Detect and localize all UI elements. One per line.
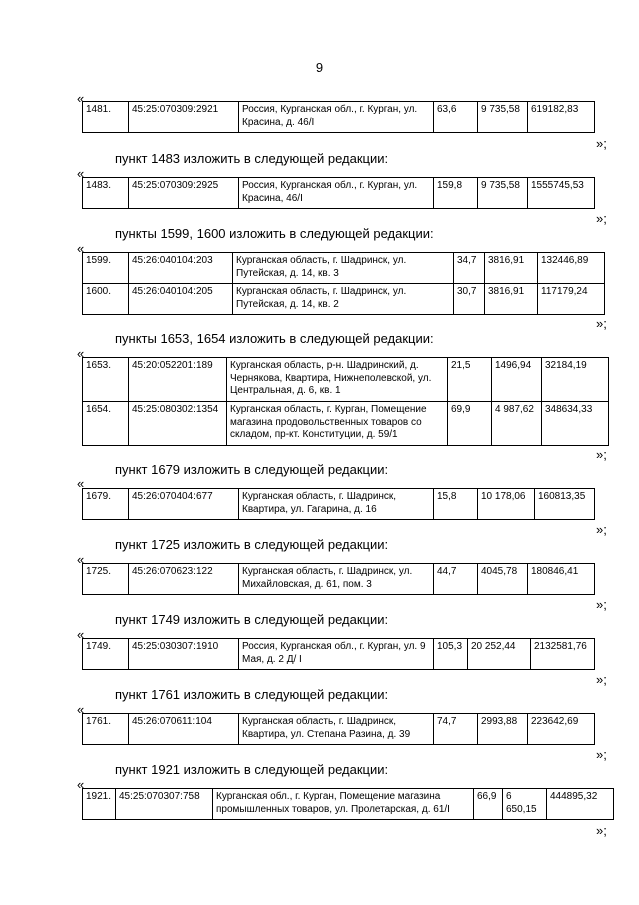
registry-table — [82, 638, 595, 670]
area-cell: 15,8 — [434, 489, 478, 520]
cadastral-value-cell: 180846,41 — [528, 564, 595, 595]
item-number-cell: 1654. — [83, 402, 129, 446]
amendment-instruction: пункт 1921 изложить в следующей редакции: — [115, 762, 389, 777]
item-number-cell: 1483. — [83, 178, 129, 209]
amendment-instruction: пункт 1679 изложить в следующей редакции: — [115, 462, 389, 477]
closing-quote: »; — [596, 747, 607, 762]
amendment-instruction: пункт 1725 изложить в следующей редакции: — [115, 537, 389, 552]
opening-quote: « — [77, 627, 85, 642]
registry-table — [82, 713, 595, 745]
closing-quote: »; — [596, 597, 607, 612]
amendment-instruction: пункты 1653, 1654 изложить в следующей редакции: — [115, 331, 434, 346]
registry-table — [82, 252, 605, 315]
table-row — [83, 253, 605, 284]
cadastral-value-cell: 348634,33 — [542, 402, 609, 446]
closing-quote: »; — [596, 316, 607, 331]
rate-cell: 20 252,44 — [468, 639, 531, 670]
cadastral-number-cell: 45:25:070309:2921 — [129, 102, 239, 133]
area-cell: 44,7 — [434, 564, 478, 595]
closing-quote: »; — [596, 211, 607, 226]
cadastral-value-cell: 444895,32 — [547, 789, 614, 820]
rate-cell: 4 987,62 — [492, 402, 542, 446]
item-number-cell: 1725. — [83, 564, 129, 595]
rate-cell: 3816,91 — [485, 284, 538, 315]
cadastral-number-cell: 45:25:070307:758 — [116, 789, 213, 820]
item-number-cell: 1761. — [83, 714, 129, 745]
address-cell: Курганская область, г. Курган, Помещение магазина продовольственных товаров со складом, пр-кт. Конституции, д. 59/1 — [227, 402, 448, 446]
cadastral-number-cell: 45:26:070404:677 — [129, 489, 239, 520]
closing-quote: »; — [596, 823, 607, 838]
address-cell: Россия, Курганская обл., г. Курган, ул. Красина, 46/I — [239, 178, 434, 209]
table-row — [83, 789, 614, 820]
area-cell: 66,9 — [474, 789, 503, 820]
cadastral-value-cell: 132446,89 — [538, 253, 605, 284]
table-row — [83, 639, 595, 670]
registry-table — [82, 177, 595, 209]
cadastral-number-cell: 45:26:040104:205 — [129, 284, 233, 315]
closing-quote: »; — [596, 672, 607, 687]
cadastral-value-cell: 117179,24 — [538, 284, 605, 315]
amendment-instruction: пункты 1599, 1600 изложить в следующей редакции: — [115, 226, 434, 241]
cadastral-value-cell: 160813,35 — [535, 489, 595, 520]
rate-cell: 3816,91 — [485, 253, 538, 284]
cadastral-number-cell: 45:20:052201:189 — [129, 358, 227, 402]
area-cell: 63,6 — [434, 102, 478, 133]
address-cell: Курганская область, г. Шадринск, Квартира, ул. Гагарина, д. 16 — [239, 489, 434, 520]
table-row — [83, 178, 595, 209]
opening-quote: « — [77, 476, 85, 491]
opening-quote: « — [77, 702, 85, 717]
cadastral-number-cell: 45:25:070309:2925 — [129, 178, 239, 209]
rate-cell: 6 650,15 — [503, 789, 547, 820]
area-cell: 34,7 — [454, 253, 485, 284]
cadastral-number-cell: 45:25:030307:1910 — [129, 639, 239, 670]
item-number-cell: 1921. — [83, 789, 116, 820]
closing-quote: »; — [596, 447, 607, 462]
address-cell: Курганская область, г. Шадринск, Квартира, ул. Степана Разина, д. 39 — [239, 714, 434, 745]
rate-cell: 9 735,58 — [478, 102, 528, 133]
item-number-cell: 1600. — [83, 284, 129, 315]
amendment-instruction: пункт 1749 изложить в следующей редакции: — [115, 612, 389, 627]
address-cell: Россия, Курганская обл., г. Курган, ул. Красина, д. 46/I — [239, 102, 434, 133]
area-cell: 74,7 — [434, 714, 478, 745]
rate-cell: 9 735,58 — [478, 178, 528, 209]
closing-quote: »; — [596, 136, 607, 151]
address-cell: Курганская область, р-н. Шадринский, д. Чернякова, Квартира, Нижнеполевской, ул. Центральная, д. 6, кв. 1 — [227, 358, 448, 402]
cadastral-number-cell: 45:26:040104:203 — [129, 253, 233, 284]
cadastral-value-cell: 32184,19 — [542, 358, 609, 402]
opening-quote: « — [77, 241, 85, 256]
rate-cell: 1496,94 — [492, 358, 542, 402]
address-cell: Россия, Курганская обл., г. Курган, ул. 9 Мая, д. 2 Д/ I — [239, 639, 434, 670]
area-cell: 30,7 — [454, 284, 485, 315]
cadastral-number-cell: 45:25:080302:1354 — [129, 402, 227, 446]
registry-table — [82, 357, 609, 446]
item-number-cell: 1749. — [83, 639, 129, 670]
address-cell: Курганская обл., г. Курган, Помещение магазина промышленных товаров, ул. Пролетарская, д. 61/I — [213, 789, 474, 820]
opening-quote: « — [77, 552, 85, 567]
registry-table — [82, 101, 595, 133]
opening-quote: « — [77, 166, 85, 181]
address-cell: Курганская область, г. Шадринск, ул. Путейская, д. 14, кв. 2 — [233, 284, 454, 315]
area-cell: 105,3 — [434, 639, 468, 670]
cadastral-value-cell: 619182,83 — [528, 102, 595, 133]
area-cell: 21,5 — [448, 358, 492, 402]
table-row — [83, 489, 595, 520]
registry-table — [82, 788, 614, 820]
table-row — [83, 358, 609, 402]
table-row — [83, 284, 605, 315]
item-number-cell: 1679. — [83, 489, 129, 520]
cadastral-value-cell: 223642,69 — [528, 714, 595, 745]
opening-quote: « — [77, 346, 85, 361]
item-number-cell: 1653. — [83, 358, 129, 402]
area-cell: 159,8 — [434, 178, 478, 209]
amendment-instruction: пункт 1761 изложить в следующей редакции: — [115, 687, 389, 702]
item-number-cell: 1481. — [83, 102, 129, 133]
table-row — [83, 102, 595, 133]
page-number: 9 — [315, 60, 324, 75]
closing-quote: »; — [596, 522, 607, 537]
cadastral-value-cell: 1555745,53 — [528, 178, 595, 209]
table-row — [83, 402, 609, 446]
cadastral-number-cell: 45:26:070623:122 — [129, 564, 239, 595]
address-cell: Курганская область, г. Шадринск, ул. Путейская, д. 14, кв. 3 — [233, 253, 454, 284]
rate-cell: 2993,88 — [478, 714, 528, 745]
area-cell: 69,9 — [448, 402, 492, 446]
amendment-instruction: пункт 1483 изложить в следующей редакции: — [115, 151, 389, 166]
opening-quote: « — [77, 777, 85, 792]
item-number-cell: 1599. — [83, 253, 129, 284]
opening-quote: « — [77, 91, 85, 106]
cadastral-value-cell: 2132581,76 — [531, 639, 595, 670]
table-row — [83, 564, 595, 595]
registry-table — [82, 563, 595, 595]
rate-cell: 4045,78 — [478, 564, 528, 595]
address-cell: Курганская область, г. Шадринск, ул. Михайловская, д. 61, пом. 3 — [239, 564, 434, 595]
table-row — [83, 714, 595, 745]
rate-cell: 10 178,06 — [478, 489, 535, 520]
registry-table — [82, 488, 595, 520]
cadastral-number-cell: 45:26:070611:104 — [129, 714, 239, 745]
